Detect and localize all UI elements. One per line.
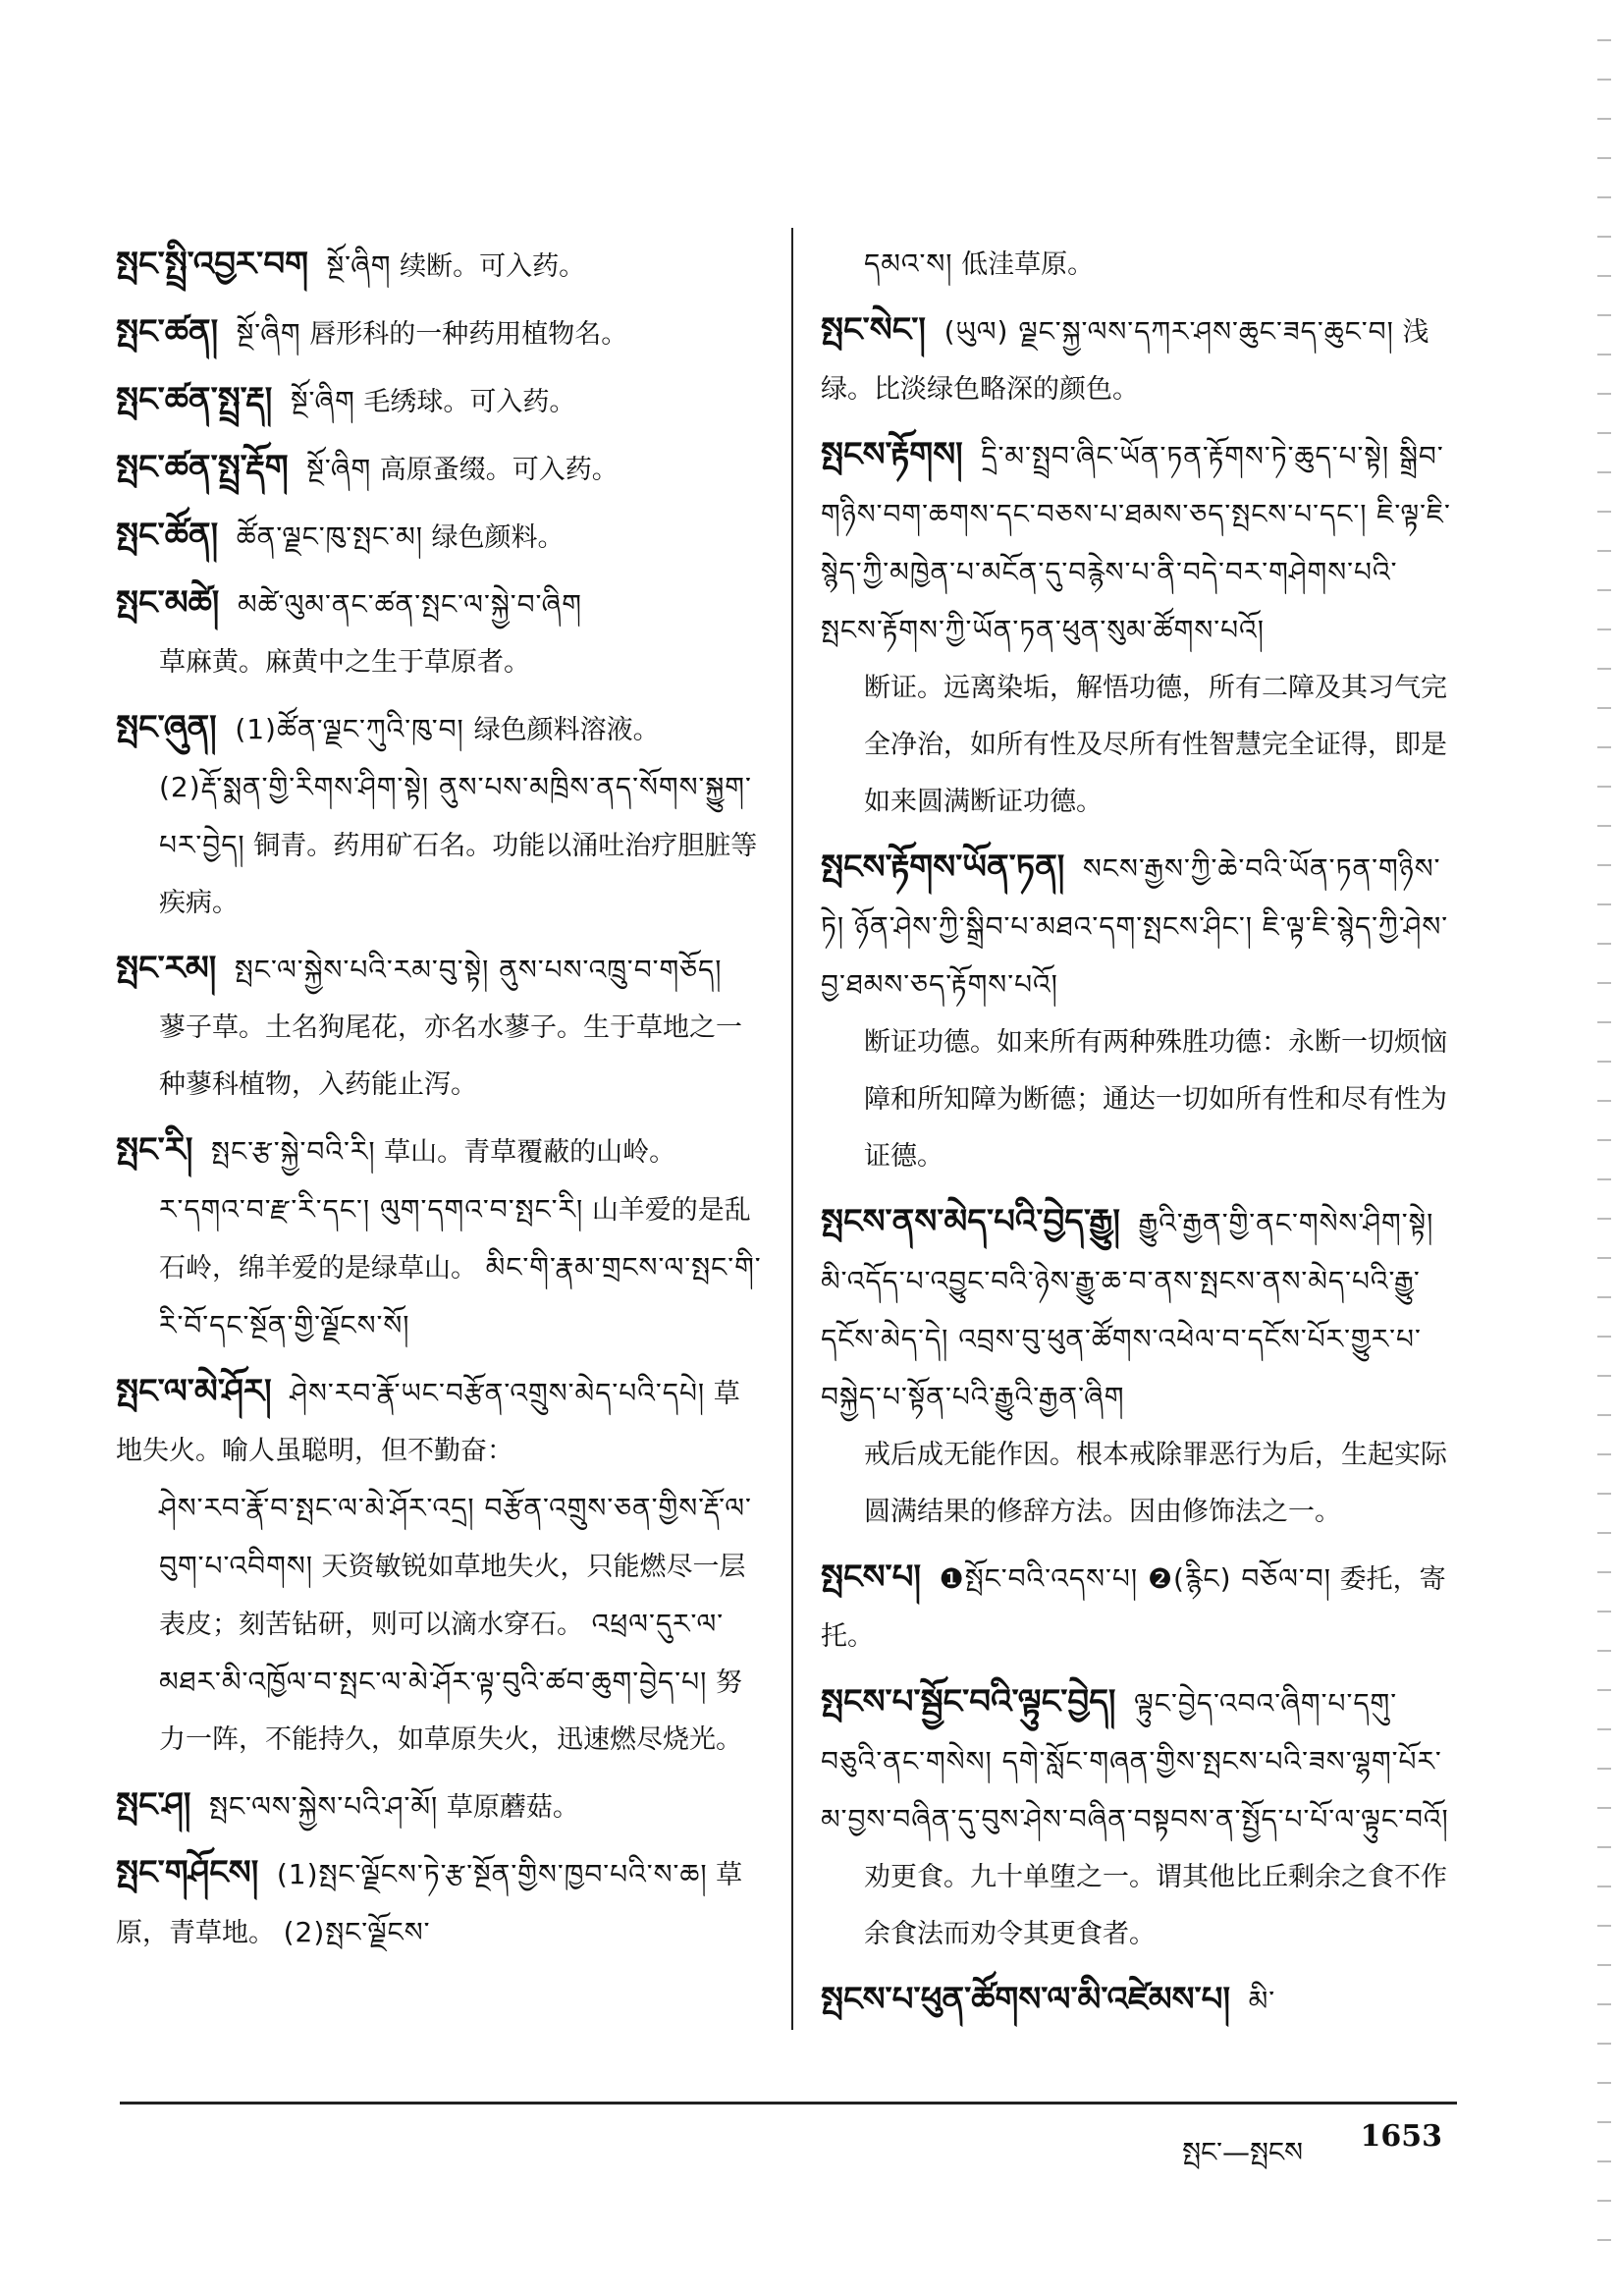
headword: སྤང་ཞུན། xyxy=(116,708,217,747)
dictionary-entry xyxy=(821,1549,1459,1666)
page-number: 1653 xyxy=(1360,2119,1442,2154)
chinese-definition: 草麻黄。麻黄中之生于草原者。 xyxy=(159,647,530,678)
headword: སྤང་སེང་། xyxy=(821,310,926,350)
chinese-definition: 草地失火。喻人虽聪明，但不勤奋： xyxy=(116,1379,740,1466)
tibetan-definition: (2)རྡོ་སྨན་གྱི་རིགས་ཤིག་སྟེ། ནུས་པས་མཁྲིས་ནད་སོགས་སྐྱུག་པར་བྱེད། xyxy=(159,771,752,861)
headword: སྤང་ཚན་སྤྲ་རྡ། xyxy=(116,380,273,419)
dictionary-entry xyxy=(116,1777,764,1836)
tibetan-definition: སྔོ་ཞིག xyxy=(290,385,355,417)
chinese-definition: 铜青。药用矿石名。功能以涌吐治疗胆脏等疾病。 xyxy=(159,831,758,918)
chinese-definition: 草原蘑菇。 xyxy=(446,1792,579,1823)
tibetan-example: ཤེས་རབ་རྣོ་བ་སྤང་ལ་མེ་ཤོར་འདྲ། བརྩོན་འགྲུས་ཅན་གྱིས་རྡོ་ལ་བུག་པ་འབིགས། xyxy=(159,1492,752,1582)
chinese-definition: 唇形科的一种药用植物名。 xyxy=(309,319,628,350)
headword: སྤངས་པ་ཕུན་ཚོགས་ལ་མི་འཛེམས་པ། xyxy=(821,1980,1231,2019)
headword: སྤང་མཚེ། xyxy=(116,583,220,623)
headword: སྤང་རི། xyxy=(116,1130,193,1170)
dictionary-entry xyxy=(116,439,764,499)
chinese-definition: 戒后成无能作因。根本戒除罪恶行为后，生起实际圆满结果的修辞方法。因由修饰法之一。 xyxy=(864,1440,1447,1527)
tibetan-definition: སྤང་རྩ་སྐྱེ་བའི་རི། xyxy=(211,1135,376,1168)
dictionary-entry xyxy=(821,426,1459,831)
headword: སྤང་རམ། xyxy=(116,949,217,988)
tibetan-definition: དྲི་མ་སྤྲབ་ཞིང་ཡོན་ཏན་རྟོགས་ཏེ་ཆུད་པ་སྟེ། སྒྲིབ་གཉིས་བག་ཆགས་དང་བཅས་པ་ཐམས་ཅད་སྤངས་པ་དང་། ཇི་ལྟ་ཇི་སྙེད་ཀྱི་མཁྱེན་པ་མངོན་དུ་བརྙེས་པ་ནི་བདེ་བར་གཤེགས་པའི་སྤངས་རྟོགས་ཀྱི་ཡོན་ཏན་ཕུན་སུམ་ཚོགས་པའོ། xyxy=(821,440,1451,646)
tibetan-definition: (1)ཚོན་ལྗང་ཀུའི་ཁུ་བ། xyxy=(235,713,474,745)
headword: སྤང་ཤ། xyxy=(116,1785,191,1825)
dictionary-entry xyxy=(116,303,764,363)
tibetan-example: མིང་གི་རྣམ་གྲངས་ལ་སྤང་གི་རི་བོ་དང་སྔོན་གྱི་ལྗོངས་སོ། xyxy=(159,1251,762,1341)
tibetan-definition: སྔོ་ཞིག xyxy=(306,453,372,485)
chinese-definition: 草山。青草覆蔽的山岭。 xyxy=(384,1137,676,1168)
chinese-definition: 蓼子草。土名狗尾花，亦名水蓼子。生于草地之一种蓼科植物，入药能止泻。 xyxy=(159,1012,742,1100)
dictionary-entry xyxy=(821,301,1459,418)
tibetan-definition: སངས་རྒྱས་ཀྱི་ཆེ་བའི་ཡོན་ཏན་གཉིས་ཏེ། ཉོན་ཤེས་ཀྱི་སྒྲིབ་པ་མཐའ་དག་སྤངས་ཤིང་། ཇི་ལྟ་ཇི་སྙེད་ཀྱི་ཤེས་བྱ་ཐམས་ཅད་རྟོགས་པའོ། xyxy=(821,852,1449,1001)
chinese-definition: 绿色颜料溶液。 xyxy=(473,715,660,745)
headword: སྤང་ལ་མེ་ཤོར། xyxy=(116,1372,272,1411)
tibetan-definition: ❶སྤོང་བའི་འདས་པ། ❷(རྙིང) བཅོལ་བ། xyxy=(939,1562,1331,1595)
chinese-example: 天资敏锐如草地失火，只能燃尽一层表皮；刻苦钻研，则可以滴水穿石。 xyxy=(159,1552,746,1640)
dictionary-entry xyxy=(116,507,764,567)
dictionary-entry xyxy=(116,371,764,431)
headword: སྤང་ཚོན། xyxy=(116,516,219,555)
dictionary-entry xyxy=(821,1971,1459,2031)
dictionary-entry-continued xyxy=(821,236,1459,294)
dictionary-entry xyxy=(821,1673,1459,1963)
chinese-definition: 劝更食。九十单堕之一。谓其他比丘剩余之食不作余食法而劝令其更食者。 xyxy=(864,1862,1447,1949)
tibetan-example: ར་དགའ་བ་རྫ་རི་དང་། ལུག་དགའ་བ་སྤང་རི། xyxy=(159,1193,584,1226)
chinese-definition: 断证功德。如来所有两种殊胜功德：永断一切烦恼障和所知障为断德；通达一切如所有性和尽有性为证德。 xyxy=(864,1027,1447,1172)
running-head xyxy=(1182,2121,1303,2199)
chinese-definition: 高原蚤缀。可入药。 xyxy=(379,455,619,485)
footer-rule xyxy=(120,2102,1457,2105)
tibetan-definition: རྒྱུའི་རྒྱན་གྱི་ནང་གསེས་ཤིག་སྟེ། མི་འདོད་པ་འབྱུང་བའི་ཉེས་རྒྱུ་ཆ་བ་ནས་སྤངས་ནས་མེད་པའི་རྒྱུ་དངོས་མེད་དེ། འབྲས་བུ་ཕུན་ཚོགས་འཕེལ་བ་དངོས་པོར་གྱུར་པ་བསྐྱེད་པ་སྟོན་པའི་རྒྱུའི་རྒྱན་ཞིག xyxy=(821,1207,1434,1413)
headword: སྤངས་རྟོགས་ཡོན་ཏན། xyxy=(821,847,1065,887)
scan-edge-marks xyxy=(1597,39,1611,2278)
dictionary-entry xyxy=(116,940,764,1114)
chinese-definition: 草原，青草地。 xyxy=(116,1860,743,1948)
tibetan-definition: (2)སྤང་ལྗོངས་ xyxy=(283,1916,431,1948)
chinese-definition: 委托，寄托。 xyxy=(821,1564,1446,1652)
dictionary-entry xyxy=(821,1193,1459,1541)
headword: སྤང་གཤོངས། xyxy=(116,1853,259,1892)
column-divider xyxy=(791,228,793,2030)
dictionary-entry xyxy=(116,236,764,296)
tibetan-definition: སྤང་ལ་སྐྱེས་པའི་རམ་བུ་སྟེ། ནུས་པས་འཁྲུ་བ་གཅོད། xyxy=(234,954,723,986)
tibetan-definition: ལྟུང་བྱེད་འབའ་ཞིག་པ་དགུ་བཅུའི་ནང་གསེས། དགེ་སློང་གཞན་གྱིས་སྤངས་པའི་ཟས་ལྷག་པོར་མ་བྱས་བཞིན་དུ་བུས་ཤེས་བཞིན་བསྟབས་ན་སྤྱོད་པ་པོ་ལ་ལྟུང་བའོ། xyxy=(821,1687,1449,1835)
headword: སྤངས་པ་སྦྱོང་བའི་ལྟུང་བྱེད། xyxy=(821,1682,1116,1722)
dictionary-entry xyxy=(116,1121,764,1355)
chinese-definition: 绿色颜料。 xyxy=(431,522,565,553)
headword: སྤང་ཚན་སྤྲ་རྡོག xyxy=(116,448,289,487)
chinese-definition: 毛绣球。可入药。 xyxy=(363,387,576,417)
tibetan-definition: (1)སྤང་ལྗོངས་ཏེ་རྩ་སྔོན་གྱིས་ཁྱབ་པའི་ས་ཆ། xyxy=(276,1858,708,1890)
headword: སྤངས་ནས་མེད་པའི་བྱེད་རྒྱུ། xyxy=(821,1202,1120,1241)
tibetan-definition: ཤེས་རབ་རྣོ་ཡང་བརྩོན་འགྲུས་མེད་པའི་དཔེ། xyxy=(290,1377,706,1409)
tibetan-definition: (ཡུལ) ལྗང་སྐྱ་ལས་དཀར་ཤས་ཆུང་ཟད་ཆུང་བ། xyxy=(943,315,1394,348)
chinese-example: 努力一阵，不能持久，如草原失火，迅速燃尽烧光。 xyxy=(159,1667,742,1755)
tibetan-definition: མི་ xyxy=(1248,1985,1276,2017)
running-head-text: སྤང་—སྤངས xyxy=(1182,2136,1303,2168)
chinese-definition: 浅绿。比淡绿色略深的颜色。 xyxy=(821,317,1429,405)
dictionary-entry xyxy=(116,574,764,691)
chinese-definition: 断证。远离染垢，解悟功德，所有二障及其习气完全净治，如所有性及尽所有性智慧完全证得，即是如来圆满断证功德。 xyxy=(864,673,1447,817)
tibetan-definition: སྤང་ལས་སྐྱེས་པའི་ཤ་མོ། xyxy=(208,1790,439,1823)
right-column xyxy=(821,236,1459,2039)
tibetan-example: འཕྲལ་དུར་ལ་མཐར་མི་འཁྱོལ་བ་སྤང་ལ་མེ་ཤོར་ལྟ་བུའི་ཚབ་ཆུག་བྱེད་པ། xyxy=(159,1608,725,1698)
headword: སྤང་ཚན། xyxy=(116,312,219,352)
tibetan-definition: སྔོ་ཞིག xyxy=(326,249,392,282)
dictionary-entry xyxy=(116,1844,764,1962)
dictionary-entry xyxy=(116,699,764,932)
tibetan-definition: མཚེ་ལུམ་ནང་ཚན་སྤང་ལ་སྐྱེ་བ་ཞིག xyxy=(237,588,582,621)
dictionary-entry xyxy=(116,1363,764,1769)
chinese-definition: 续断。可入药。 xyxy=(400,251,586,282)
headword: སྤངས་པ། xyxy=(821,1558,921,1597)
dictionary-entry xyxy=(821,839,1459,1185)
tibetan-definition: སྔོ་ཞིག xyxy=(236,317,301,350)
headword: སྤངས་རྟོགས། xyxy=(821,435,963,474)
chinese-definition: 低洼草原。 xyxy=(961,249,1095,280)
chinese-example: 山羊爱的是乱石岭，绵羊爱的是绿草山。 xyxy=(159,1195,751,1284)
tibetan-definition: ཚོན་ལྗང་ཁུ་སྤང་མ། xyxy=(236,520,423,553)
headword: སྤང་སྤྲི་འབྱར་བག xyxy=(116,245,309,284)
left-column xyxy=(116,236,764,1970)
tibetan-definition: དམའ་ས། xyxy=(864,247,953,280)
